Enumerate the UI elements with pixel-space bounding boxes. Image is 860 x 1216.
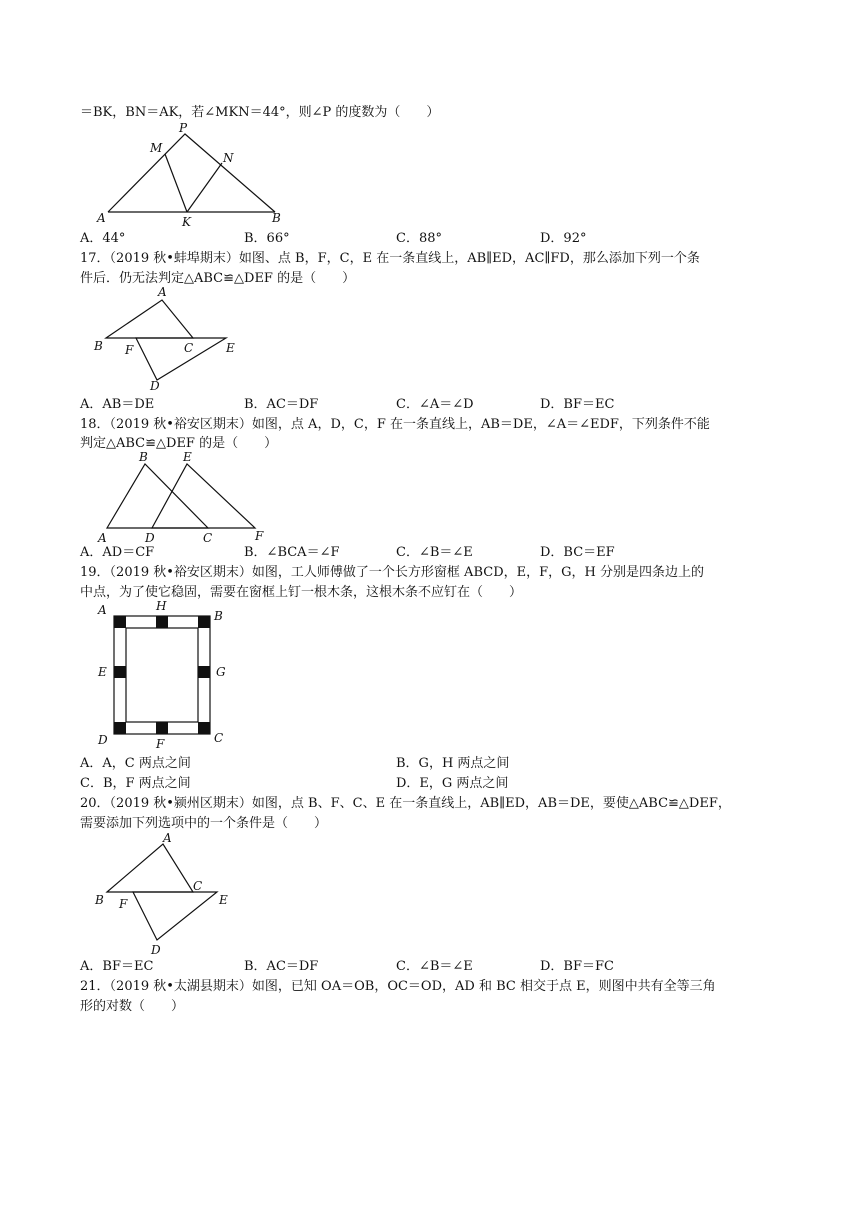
q19-figure (94, 598, 234, 752)
q18-label-a: A (98, 531, 107, 545)
q18-option-c: C．∠B＝∠E (396, 545, 473, 560)
q18-line2: 判定△ABC≌△DEF 的是（ ） (80, 436, 278, 451)
q16-figure (95, 122, 295, 227)
q18-label-f: F (255, 529, 264, 543)
q20-option-d: D．BF＝FC (540, 959, 614, 974)
q17-label-d: D (150, 379, 160, 393)
q16-label-k: K (182, 215, 191, 229)
q18-option-b: B．∠BCA＝∠F (244, 545, 340, 560)
q20-option-c: C．∠B＝∠E (396, 959, 473, 974)
q17-figure (92, 286, 252, 394)
q19-label-b: B (214, 609, 223, 623)
q18-option-d: D．BC＝EF (540, 545, 615, 560)
q17-option-c: C．∠A＝∠D (396, 397, 474, 412)
q16-option-a: A．44° (80, 231, 126, 246)
q21-line1: 21．（2019 秋•太湖县期末）如图，已知 OA＝OB，OC＝OD，AD 和 BC 相交于点 E，则图中共有全等三角 (80, 979, 716, 994)
q19-label-a: A (98, 603, 107, 617)
q17-option-d: D．BF＝EC (540, 397, 615, 412)
q19-label-g: G (216, 665, 226, 679)
q16-label-p: P (179, 121, 188, 135)
q16-label-b: B (272, 211, 281, 225)
q20-option-b: B．AC＝DF (244, 959, 319, 974)
q20-label-b: B (95, 893, 104, 907)
q18-option-a: A．AD＝CF (80, 545, 155, 560)
q19-label-f: F (156, 737, 165, 751)
q19-label-c: C (214, 731, 224, 745)
q19-label-h: H (156, 599, 167, 613)
q17-label-a: A (158, 285, 167, 299)
q18-line1: 18．（2019 秋•裕安区期末）如图，点 A，D，C，F 在一条直线上，AB＝DE，∠A＝∠EDF，下列条件不能 (80, 417, 710, 432)
q19-line1: 19．（2019 秋•裕安区期末）如图，工人师傅做了一个长方形窗框 ABCD，E，F，G，H 分别是四条边上的 (80, 565, 704, 580)
q17-option-b: B．AC＝DF (244, 397, 319, 412)
q18-figure (95, 450, 270, 545)
q17-option-a: A．AB＝DE (80, 397, 155, 412)
q20-label-a: A (163, 831, 172, 845)
q17-label-f: F (125, 343, 134, 357)
q20-label-f: F (119, 897, 128, 911)
q16-stem-tail: ＝BK，BN＝AK，若∠MKN＝44°，则∠P 的度数为（ ） (80, 105, 440, 120)
q20-label-e: E (219, 893, 228, 907)
q17-line2: 件后．仍无法判定△ABC≌△DEF 的是（ ） (80, 271, 356, 286)
q19-option-c: C．B，F 两点之间 (80, 776, 191, 791)
q20-figure (93, 830, 243, 958)
q18-label-d: D (145, 531, 155, 545)
q18-label-c: C (203, 531, 213, 545)
q17-label-e: E (226, 341, 235, 355)
q16-label-a: A (97, 211, 106, 225)
q20-label-c: C (193, 879, 203, 893)
q19-option-b: B．G，H 两点之间 (396, 756, 510, 771)
q16-label-m: M (150, 141, 163, 155)
q18-label-b: B (139, 450, 148, 464)
q16-option-c: C．88° (396, 231, 442, 246)
q18-label-e: E (183, 450, 192, 464)
q20-line2: 需要添加下列选项中的一个条件是（ ） (80, 816, 328, 831)
q16-option-d: D．92° (540, 231, 587, 246)
q19-label-e: E (98, 665, 107, 679)
q19-label-d: D (98, 733, 108, 747)
q17-label-b: B (94, 339, 103, 353)
q19-line2: 中点，为了使它稳固，需要在窗框上钉一根木条，这根木条不应钉在（ ） (80, 585, 523, 600)
q16-option-b: B．66° (244, 231, 290, 246)
q19-option-a: A．A，C 两点之间 (80, 756, 191, 771)
q20-label-d: D (151, 943, 161, 957)
q16-label-n: N (223, 151, 234, 165)
q17-label-c: C (184, 341, 194, 355)
q20-option-a: A．BF＝EC (80, 959, 154, 974)
q17-line1: 17．（2019 秋•蚌埠期末）如图、点 B，F，C，E 在一条直线上，AB∥ED，AC∥FD，那么添加下列一个条 (80, 251, 700, 266)
q20-line1: 20．（2019 秋•颍州区期末）如图，点 B、F、C、E 在一条直线上，AB∥ED，AB＝DE，要使△ABC≌△DEF， (80, 796, 731, 811)
q19-option-d: D．E，G 两点之间 (396, 776, 509, 791)
q21-line2: 形的对数（ ） (80, 999, 185, 1014)
